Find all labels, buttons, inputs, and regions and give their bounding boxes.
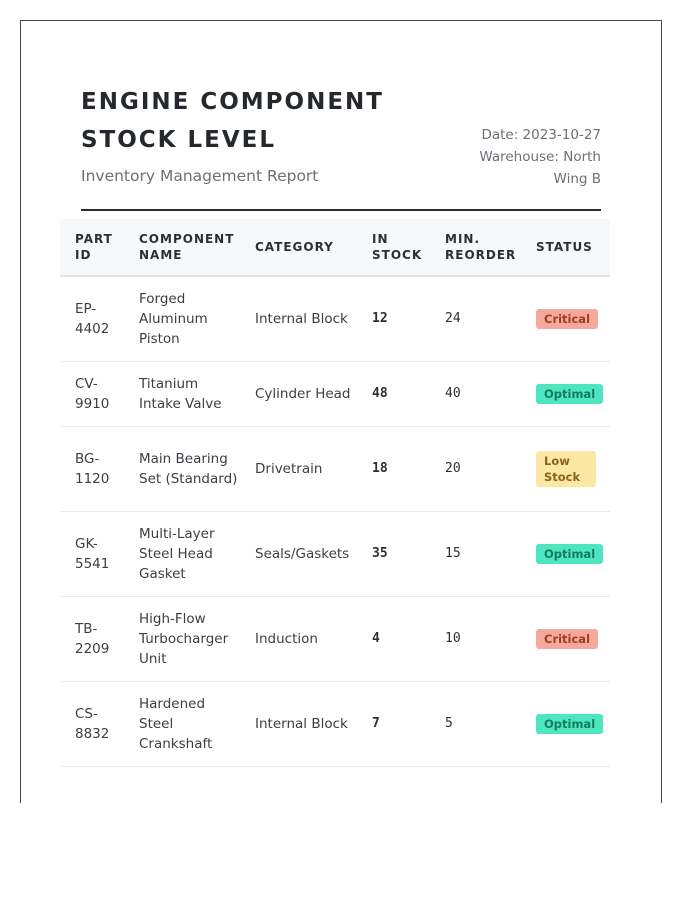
column-header-component-name: COMPONENT NAME [124,219,240,276]
stock-table [60,219,610,767]
status-badge: Optimal [536,714,603,734]
in-stock-cell: 48 [357,361,430,426]
part-id-cell: CS-8832 [60,681,124,766]
min-reorder-cell: 40 [430,361,521,426]
category-cell: Internal Block [240,276,357,361]
table-row [60,426,610,511]
component-name-cell: Titanium Intake Valve [124,361,240,426]
component-name-cell: Hardened Steel Crankshaft [124,681,240,766]
min-reorder-cell: 5 [430,681,521,766]
category-cell: Internal Block [240,681,357,766]
part-id-cell: CV-9910 [60,361,124,426]
category-cell: Seals/Gaskets [240,511,357,596]
status-badge: Low Stock [536,451,596,487]
part-id-cell: EP-4402 [60,276,124,361]
status-cell [521,426,610,511]
report-date: Date: 2023-10-27 [481,127,601,143]
status-badge: Optimal [536,544,603,564]
in-stock-cell: 4 [357,596,430,681]
min-reorder-cell: 24 [430,276,521,361]
column-header-min-reorder: MIN. REORDER [430,219,521,276]
column-header-in-stock: IN STOCK [357,219,430,276]
in-stock-cell: 18 [357,426,430,511]
status-cell [521,276,610,361]
min-reorder-cell: 20 [430,426,521,511]
status-cell [521,361,610,426]
table-row [60,681,610,766]
part-id-cell: GK-5541 [60,511,124,596]
status-badge: Critical [536,309,598,329]
column-header-category: CATEGORY [240,219,357,276]
table-row [60,276,610,361]
component-name-cell: High-Flow Turbocharger Unit [124,596,240,681]
category-cell: Cylinder Head [240,361,357,426]
part-id-cell: TB-2209 [60,596,124,681]
report-subtitle: Inventory Management Report [81,167,319,185]
component-name-cell: Multi-Layer Steel Head Gasket [124,511,240,596]
table-row [60,361,610,426]
in-stock-cell: 12 [357,276,430,361]
column-header-status: STATUS [521,219,610,276]
status-badge: Optimal [536,384,603,404]
table-row [60,596,610,681]
min-reorder-cell: 15 [430,511,521,596]
in-stock-cell: 35 [357,511,430,596]
status-cell [521,596,610,681]
table-header-row [60,219,610,276]
category-cell: Drivetrain [240,426,357,511]
part-id-cell: BG-1120 [60,426,124,511]
component-name-cell: Main Bearing Set (Standard) [124,426,240,511]
status-cell [521,511,610,596]
min-reorder-cell: 10 [430,596,521,681]
component-name-cell: Forged Aluminum Piston [124,276,240,361]
in-stock-cell: 7 [357,681,430,766]
report-title: ENGINE COMPONENT STOCK LEVEL [81,89,384,153]
report-meta [461,124,601,190]
report-warehouse: Warehouse: North Wing B [479,149,601,187]
column-header-part-id: PART ID [60,219,124,276]
status-cell [521,681,610,766]
status-badge: Critical [536,629,598,649]
table-row [60,511,610,596]
report-header [81,83,601,211]
category-cell: Induction [240,596,357,681]
